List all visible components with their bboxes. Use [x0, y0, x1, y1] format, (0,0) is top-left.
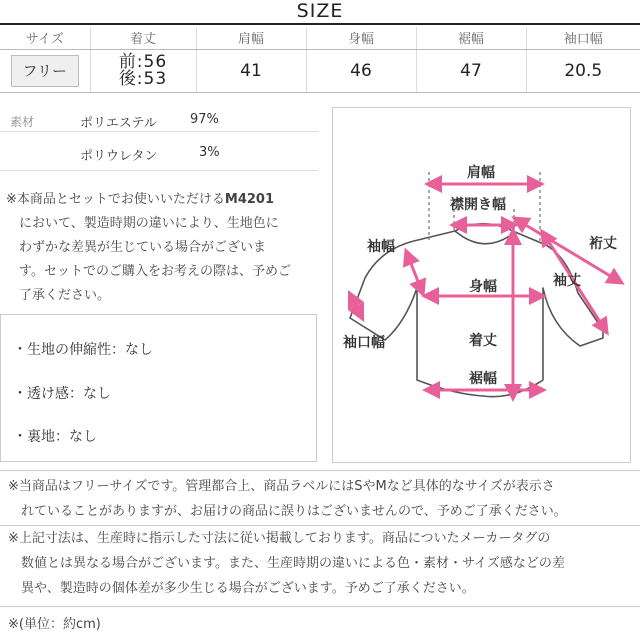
material-pct-1: 97% — [190, 112, 219, 127]
cell-cuff: 20.5 — [526, 49, 640, 92]
note-line: ※当商品はフリーサイズです。管理都合上、商品ラベルにはSやMなど具体的なサイズが表示さ — [8, 479, 555, 494]
cell-size — [0, 49, 90, 92]
set-note-line: す。セットでのご購入をお考えの際は、予めご — [19, 264, 291, 279]
set-note-prefix: ※本商品とセットでお使いいただける — [6, 192, 225, 207]
set-note — [6, 188, 318, 308]
material-name-1: ポリエステル — [80, 116, 157, 131]
cell-length — [90, 49, 196, 92]
divider — [0, 470, 640, 471]
free-size-note — [8, 474, 636, 524]
length-front: 前:56 — [118, 51, 168, 72]
label-hem: 裾幅 — [469, 371, 497, 387]
header-size: サイズ — [0, 27, 90, 49]
set-note-line: において、製造時期の違いにより、生地色に — [19, 216, 279, 231]
size-table-header-row — [0, 27, 640, 49]
property-stretch: ・生地の伸縮性：なし — [13, 342, 153, 358]
label-neck: 襟開き幅 — [450, 197, 506, 213]
cell-hem: 47 — [416, 49, 526, 92]
cell-shoulder: 41 — [196, 49, 306, 92]
size-badge: フリー — [11, 55, 79, 87]
label-length: 着丈 — [469, 333, 497, 349]
header-shoulder: 肩幅 — [196, 27, 306, 49]
label-cuff: 袖口幅 — [343, 335, 385, 351]
header-length: 着丈 — [90, 27, 196, 49]
note-line: 異や、製造時の個体差が多少生じる場合がございます。予めご了承ください。 — [21, 581, 475, 596]
label-sleeve-width: 袖幅 — [367, 239, 395, 255]
property-lining: ・裏地：なし — [13, 429, 97, 445]
label-shoulder: 肩幅 — [467, 165, 495, 181]
set-note-line: わずかな差異が生じている場合がございま — [19, 240, 267, 255]
material-label: 素材 — [10, 115, 35, 129]
unit-note: ※(単位：約cm) — [8, 617, 101, 632]
header-cuff: 袖口幅 — [526, 27, 640, 49]
set-note-code: M4201 — [224, 192, 275, 207]
size-table — [0, 27, 640, 93]
cell-chest: 46 — [306, 49, 416, 92]
neckline — [455, 231, 515, 244]
label-yuki: 裄丈 — [589, 236, 617, 252]
divider — [0, 606, 640, 607]
note-line: 数値とは異なる場合がございます。また、生産時期の違いによる色・素材・サイズ感などの差 — [21, 556, 565, 571]
note-line: ※上記寸法は、生産時に指示した寸法に従い掲載しております。商品についたメーカータグの — [8, 531, 551, 546]
length-back: 後:53 — [118, 68, 168, 89]
label-chest: 身幅 — [469, 279, 497, 295]
page-title: SIZE — [296, 0, 344, 22]
label-sleeve-length: 袖丈 — [553, 273, 581, 289]
property-sheer: ・透け感：なし — [13, 386, 111, 402]
sleeve-width-arrow — [408, 256, 421, 289]
set-note-line: 了承ください。 — [19, 288, 111, 303]
table-row — [0, 49, 640, 92]
header-chest: 身幅 — [306, 27, 416, 49]
material-name-2: ポリウレタン — [80, 149, 158, 164]
title-underline — [0, 23, 640, 25]
material-pct-2: 3% — [199, 145, 220, 160]
header-hem: 裾幅 — [416, 27, 526, 49]
fabric-properties-box — [0, 314, 317, 462]
measurement-diagram — [332, 107, 631, 463]
material-divider — [0, 131, 318, 132]
measurement-note — [8, 526, 636, 601]
material-divider — [0, 170, 318, 171]
note-line: れていることがありますが、お届けの商品に誤りはございませんので、予めご了承ください。 — [21, 504, 567, 519]
